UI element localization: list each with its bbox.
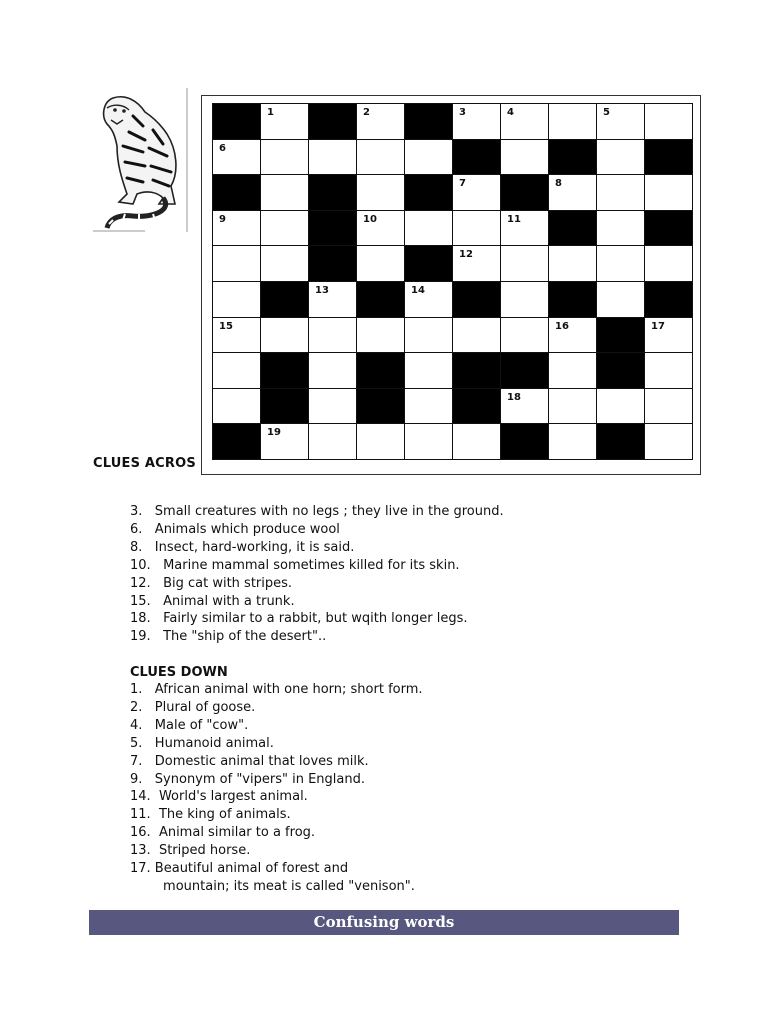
clue-item: 6. Animals which produce wool <box>130 521 340 537</box>
crossword-cell[interactable] <box>549 353 597 389</box>
crossword-cell[interactable] <box>645 246 693 282</box>
crossword-cell[interactable] <box>645 104 693 140</box>
crossword-cell[interactable] <box>309 140 357 176</box>
crossword-cell[interactable] <box>501 318 549 354</box>
black-cell <box>453 353 501 389</box>
clue-item: 7. Domestic animal that loves milk. <box>130 753 369 769</box>
crossword-cell[interactable] <box>549 104 597 140</box>
crossword-cell[interactable] <box>309 353 357 389</box>
clue-item: 18. Fairly similar to a rabbit, but wqith longer legs. <box>130 611 468 627</box>
crossword-cell[interactable] <box>213 318 261 354</box>
black-cell <box>549 282 597 318</box>
clue-item: 19. The "ship of the desert".. <box>130 629 327 645</box>
crossword-cell[interactable] <box>357 175 405 211</box>
black-cell <box>501 175 549 211</box>
crossword-cell[interactable] <box>405 282 453 318</box>
clue-item: 11. The king of animals. <box>130 807 291 823</box>
clue-item: 3. Small creatures with no legs ; they live in the ground. <box>130 504 504 519</box>
crossword-cell[interactable] <box>501 246 549 282</box>
crossword-cell[interactable] <box>405 353 453 389</box>
crossword-cell[interactable] <box>549 424 597 460</box>
crossword-cell[interactable] <box>357 140 405 176</box>
crossword-cell[interactable] <box>261 140 309 176</box>
crossword-cell[interactable] <box>453 318 501 354</box>
crossword-grid <box>212 103 693 460</box>
clue-item: 4. Male of "cow". <box>130 717 249 733</box>
black-cell <box>213 424 261 460</box>
clue-number: 6 <box>219 142 226 154</box>
black-cell <box>261 353 309 389</box>
black-cell <box>597 318 645 354</box>
clues-down-list <box>130 681 423 896</box>
clues-across-heading: CLUES ACROS <box>93 456 196 471</box>
crossword-cell[interactable] <box>645 175 693 211</box>
crossword-cell[interactable] <box>453 175 501 211</box>
black-cell <box>309 246 357 282</box>
black-cell <box>309 211 357 247</box>
clue-number: 13 <box>315 284 329 296</box>
clue-number: 15 <box>219 320 233 332</box>
clue-number: 12 <box>459 249 473 261</box>
tiger-illustration <box>93 86 189 234</box>
clue-number: 8 <box>555 178 562 190</box>
crossword-cell[interactable] <box>501 389 549 425</box>
black-cell <box>645 140 693 176</box>
crossword-cell[interactable] <box>357 246 405 282</box>
clue-item: 8. Insect, hard-working, it is said. <box>130 539 355 555</box>
clue-number: 18 <box>507 391 521 403</box>
crossword-cell[interactable] <box>309 424 357 460</box>
crossword-cell[interactable] <box>213 353 261 389</box>
clues-across-list <box>130 503 504 646</box>
black-cell <box>405 246 453 282</box>
black-cell <box>597 424 645 460</box>
black-cell <box>501 424 549 460</box>
black-cell <box>405 175 453 211</box>
crossword-cell[interactable] <box>597 246 645 282</box>
clue-number: 17 <box>651 320 665 332</box>
clue-number: 4 <box>507 107 514 118</box>
crossword-cell[interactable] <box>213 211 261 247</box>
clue-number: 16 <box>555 320 569 332</box>
clue-item: 10. Marine mammal sometimes killed for its skin. <box>130 557 460 573</box>
crossword-cell[interactable] <box>261 318 309 354</box>
crossword-cell[interactable] <box>405 140 453 176</box>
crossword-cell[interactable] <box>645 353 693 389</box>
tiger-icon <box>93 86 189 234</box>
crossword-cell[interactable] <box>453 211 501 247</box>
black-cell <box>597 353 645 389</box>
black-cell <box>213 175 261 211</box>
crossword-cell[interactable] <box>549 246 597 282</box>
crossword-cell[interactable] <box>357 211 405 247</box>
black-cell <box>453 282 501 318</box>
section-banner: Confusing words <box>89 910 679 935</box>
clue-number: 9 <box>219 213 226 225</box>
black-cell <box>549 140 597 176</box>
clue-item: 1. African animal with one horn; short form. <box>130 682 423 697</box>
clue-item: 17. Beautiful animal of forest and <box>130 861 349 877</box>
black-cell <box>357 282 405 318</box>
clue-number: 14 <box>411 284 425 296</box>
crossword-cell[interactable] <box>357 424 405 460</box>
crossword-cell[interactable] <box>501 282 549 318</box>
black-cell <box>549 211 597 247</box>
crossword-cell[interactable] <box>453 246 501 282</box>
crossword-cell[interactable] <box>405 424 453 460</box>
black-cell <box>261 389 309 425</box>
clue-number: 2 <box>363 107 370 118</box>
black-cell <box>309 175 357 211</box>
clue-number: 7 <box>459 178 466 190</box>
crossword-cell[interactable] <box>597 140 645 176</box>
crossword-cell[interactable] <box>549 389 597 425</box>
crossword-cell[interactable] <box>453 424 501 460</box>
crossword-cell[interactable] <box>405 211 453 247</box>
black-cell <box>645 282 693 318</box>
clue-item: 2. Plural of goose. <box>130 699 256 715</box>
black-cell <box>405 104 453 140</box>
black-cell <box>645 211 693 247</box>
crossword-cell[interactable] <box>357 318 405 354</box>
crossword-cell[interactable] <box>405 389 453 425</box>
black-cell <box>357 389 405 425</box>
crossword-cell[interactable] <box>645 318 693 354</box>
clue-item: 5. Humanoid animal. <box>130 735 274 751</box>
crossword-cell[interactable] <box>261 175 309 211</box>
black-cell <box>261 282 309 318</box>
clue-number: 19 <box>267 427 281 439</box>
crossword-cell[interactable] <box>357 104 405 140</box>
black-cell <box>213 104 261 140</box>
black-cell <box>453 140 501 176</box>
crossword-cell[interactable] <box>213 140 261 176</box>
clue-item: 14. World's largest animal. <box>130 789 308 805</box>
crossword-cell[interactable] <box>261 246 309 282</box>
clue-number: 1 <box>267 107 274 118</box>
crossword-cell[interactable] <box>549 318 597 354</box>
clue-number: 5 <box>603 107 610 118</box>
crossword-cell[interactable] <box>501 140 549 176</box>
crossword-cell[interactable] <box>309 282 357 318</box>
crossword-cell[interactable] <box>501 104 549 140</box>
crossword-cell[interactable] <box>213 246 261 282</box>
clue-item: 12. Big cat with stripes. <box>130 575 293 591</box>
crossword-cell[interactable] <box>213 389 261 425</box>
black-cell <box>309 104 357 140</box>
clue-item: 15. Animal with a trunk. <box>130 593 295 609</box>
crossword-cell[interactable] <box>213 282 261 318</box>
crossword-cell[interactable] <box>453 104 501 140</box>
clue-number: 11 <box>507 213 521 225</box>
crossword-cell[interactable] <box>597 104 645 140</box>
crossword-cell[interactable] <box>309 389 357 425</box>
crossword-cell[interactable] <box>261 211 309 247</box>
clue-item: 16. Animal similar to a frog. <box>130 825 316 841</box>
crossword-cell[interactable] <box>405 318 453 354</box>
crossword-cell[interactable] <box>645 389 693 425</box>
crossword-cell[interactable] <box>597 211 645 247</box>
crossword-cell[interactable] <box>501 211 549 247</box>
clue-item: mountain; its meat is called "venison". <box>130 878 415 894</box>
crossword-cell[interactable] <box>597 175 645 211</box>
crossword-cell[interactable] <box>309 318 357 354</box>
clue-item: 9. Synonym of "vipers" in England. <box>130 771 365 787</box>
crossword-cell[interactable] <box>549 175 597 211</box>
clue-number: 10 <box>363 213 377 225</box>
crossword-cell[interactable] <box>597 282 645 318</box>
black-cell <box>453 389 501 425</box>
clue-item: 13. Striped horse. <box>130 843 251 859</box>
crossword-cell[interactable] <box>597 389 645 425</box>
black-cell <box>501 353 549 389</box>
crossword-cell[interactable] <box>645 424 693 460</box>
crossword-cell[interactable] <box>261 104 309 140</box>
clues-down-heading: CLUES DOWN <box>130 665 228 680</box>
crossword-cell[interactable] <box>261 424 309 460</box>
clue-number: 3 <box>459 107 466 118</box>
black-cell <box>357 353 405 389</box>
